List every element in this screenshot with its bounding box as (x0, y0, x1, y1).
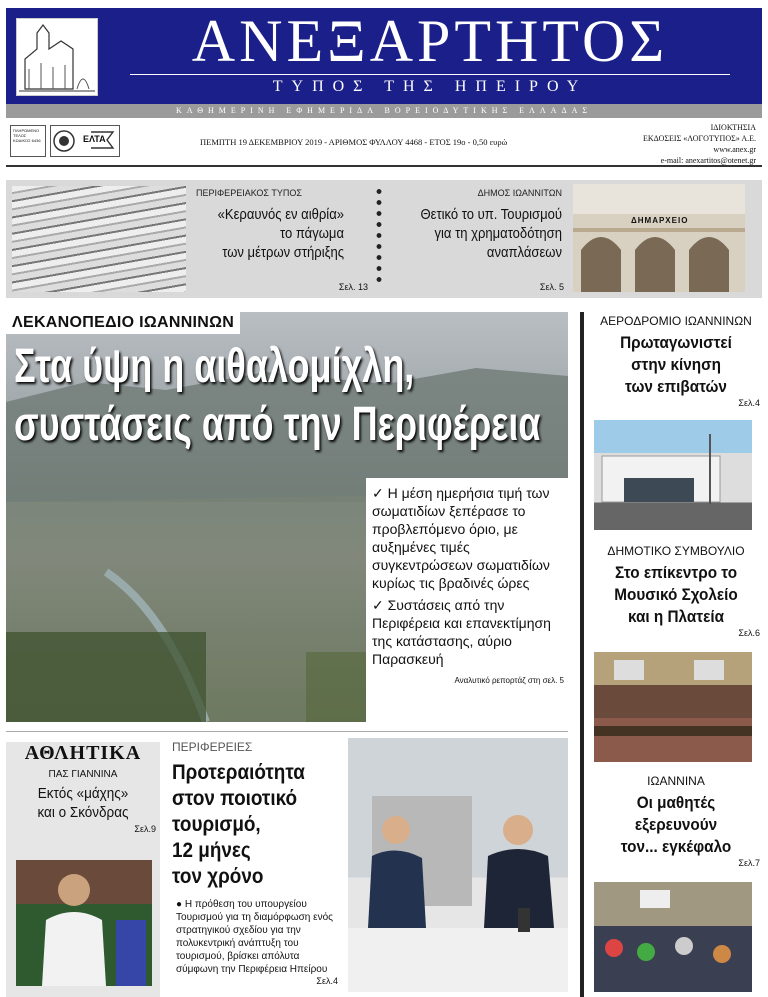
teaser-left-page: Σελ. 13 (338, 282, 368, 292)
sports-headline-line: Εκτός «μάχης» (37, 785, 129, 802)
footballer-photo (16, 860, 152, 986)
main-headline[interactable] (14, 338, 584, 454)
regions-page: Σελ.4 (316, 976, 338, 986)
council-photo (594, 652, 752, 762)
bullet-text: Η μέση ημερήσια τιμή των σωματιδίων ξεπέρασε το προβλεπόμενο όριο, με αυξημένες τιμές συγκεντρώσεων σωματιδίων κυρίως τις βραδινές ώρες (372, 485, 550, 591)
elta-label: ΕΛΤΑ (83, 134, 106, 144)
regions-body (172, 898, 344, 976)
teaser-right-headline (364, 206, 562, 263)
teaser-right-line: για τη χρηματοδότηση (434, 226, 562, 242)
issue-info: ΠΕΜΠΤΗ 19 ΔΕΚΕΜΒΡΙΟΥ 2019 - ΑΡΙΘΜΟΣ ΦΥΛΛΟΥ 4468 - ΕΤΟΣ 19ο - 0,50 ευρώ (200, 137, 508, 147)
section-divider (6, 731, 568, 732)
teaser-right[interactable] (384, 186, 570, 292)
bullet-item (372, 484, 564, 592)
right-story-headline (600, 792, 751, 858)
check-icon: ✓ (372, 485, 388, 501)
right-story-page: Σελ.7 (738, 858, 760, 868)
owner-label: ΙΔΙΟΚΤΗΣΙΑ (710, 123, 756, 132)
teaser-right-kicker: ΔΗΜΟΣ ΙΩΑΝΝΙΤΩΝ (477, 188, 562, 198)
right-story-line: Στο επίκεντρο το (614, 563, 738, 582)
right-story-line: Μουσικό Σχολείο (614, 585, 738, 604)
right-story-airport[interactable] (592, 314, 760, 408)
sports-page: Σελ.9 (134, 824, 156, 834)
main-story-kicker: ΛΕΚΑΝΟΠΕΔΙΟ ΙΩΑΝΝΙΝΩΝ (6, 312, 240, 334)
check-icon: ✓ (372, 597, 388, 613)
main-headline-line: συστάσεις από την Περιφέρεια (14, 398, 541, 451)
postal-logos (50, 125, 120, 157)
students-photo (594, 882, 752, 992)
website-link[interactable]: www.anex.gr (713, 145, 756, 154)
right-story-headline (600, 332, 751, 398)
teaser-right-line: αναπλάσεων (486, 245, 562, 261)
email-link[interactable]: e-mail: anexartitos@otenet.gr (660, 156, 756, 165)
right-story-kicker: ΔΗΜΟΤΙΚΟ ΣΥΜΒΟΥΛΙΟ (607, 544, 745, 558)
main-story-bullets (366, 478, 568, 722)
teaser-right-page: Σελ. 5 (539, 282, 564, 292)
masthead-logo (16, 18, 98, 96)
masthead-subtitle: ΤΥΠΟΣ ΤΗΣ ΗΠΕΙΡΟΥ (272, 78, 588, 95)
right-story-line: τον... εγκέφαλο (620, 837, 732, 856)
owner-name: ΕΚΔΟΣΕΙΣ «ΛΟΓΟΤΥΠΟΣ» Α.Ε. (642, 134, 756, 143)
right-story-line: των επιβατών (625, 377, 727, 396)
right-story-line: εξερευνούν (634, 815, 718, 834)
right-story-council[interactable] (592, 544, 760, 638)
regions-headline-line: 12 μήνες (172, 839, 251, 862)
officials-photo (348, 738, 568, 992)
sports-headline-line: και ο Σκόνδρας (37, 804, 129, 821)
regions-headline-line: Προτεραιότητα (172, 761, 305, 784)
postage-box: ΠΛΗΡΩΜΕΝΟ ΤΕΛΟΣ ΚΩΔΙΚΟΣ 6436 (10, 125, 46, 157)
sports-kicker: ΠΑΣ ΓΙΑΝΝΙΝΑ (48, 769, 118, 780)
right-story-headline (600, 562, 751, 628)
sports-section-title: ΑΘΛΗΤΙΚΑ (24, 742, 142, 764)
right-story-line: Οι μαθητές (636, 793, 716, 812)
right-story-page: Σελ.4 (738, 398, 760, 408)
publisher-info (590, 122, 756, 166)
header-rule (6, 165, 762, 167)
main-headline-line: Στα ύψη η αιθαλομίχλη, (14, 340, 415, 393)
right-story-line: στην κίνηση (631, 355, 721, 374)
main-story-ref: Αναλυτικό ρεπορτάζ στη σελ. 5 (454, 676, 564, 685)
column-rule (580, 312, 584, 997)
regions-headline-line: τον χρόνο (172, 865, 264, 888)
right-story-students[interactable] (592, 774, 760, 868)
teaser-left-line: «Κεραυνός εν αιθρία» (217, 207, 344, 223)
bullet-text: Συστάσεις από την Περιφέρεια και επανεκτίμηση της κατάστασης, αύριο Παρασκευή (372, 597, 551, 667)
town-hall-photo (573, 184, 745, 292)
teaser-left-line: το πάγωμα (280, 226, 344, 242)
newspapers-photo (12, 186, 186, 292)
right-story-page: Σελ.6 (738, 628, 760, 638)
airport-photo (594, 420, 752, 530)
sports-story[interactable] (10, 742, 156, 834)
teaser-left-kicker: ΠΕΡΙΦΕΡΕΙΑΚΟΣ ΤΥΠΟΣ (196, 188, 302, 198)
right-story-line: και η Πλατεία (627, 607, 725, 626)
regions-headline-line: τουρισμό, (172, 813, 261, 836)
right-story-kicker: ΑΕΡΟΔΡΟΜΙΟ ΙΩΑΝΝΙΝΩΝ (600, 314, 752, 328)
teaser-left[interactable] (190, 186, 370, 292)
masthead-strip: ΚΑΘΗΜΕΡΙΝΗ ΕΦΗΜΕΡΙΔΑ ΒΟΡΕΙΟΔΥΤΙΚΗΣ ΕΛΛΑΔΑΣ (6, 104, 762, 118)
sports-headline (17, 784, 148, 822)
bullet-item (372, 596, 564, 668)
town-hall-sign: ΔΗΜΑΡΧΕΙΟ (631, 216, 689, 225)
regions-story[interactable] (172, 740, 344, 986)
teaser-right-line: Θετικό το υπ. Τουρισμού (420, 207, 562, 223)
bullet-dot-icon: ● (176, 899, 185, 910)
teaser-left-headline (164, 206, 344, 263)
right-story-kicker: ΙΩΑΝΝΙΝΑ (647, 774, 705, 788)
masthead-title: ΑΝΕΞΑΡΤΗΤΟΣ (191, 8, 669, 74)
right-story-line: Πρωταγωνιστεί (620, 333, 732, 352)
regions-headline (172, 760, 343, 890)
teaser-left-line: των μέτρων στήριξης (222, 245, 344, 261)
masthead-divider (130, 74, 730, 75)
regions-body-text: Η πρόθεση του υπουργείου Τουρισμού για τη διαμόρφωση ενός στρατηγικού σχεδίου για την πολυκεντρική ανάπτυξη του τουρισμού, βρίσκει απόλυτα σύμφωνη την Περιφέρεια Ηπείρου (176, 899, 333, 975)
regions-kicker: ΠΕΡΙΦΕΡΕΙΕΣ (172, 740, 253, 754)
regions-headline-line: στον ποιοτικό (172, 787, 298, 810)
